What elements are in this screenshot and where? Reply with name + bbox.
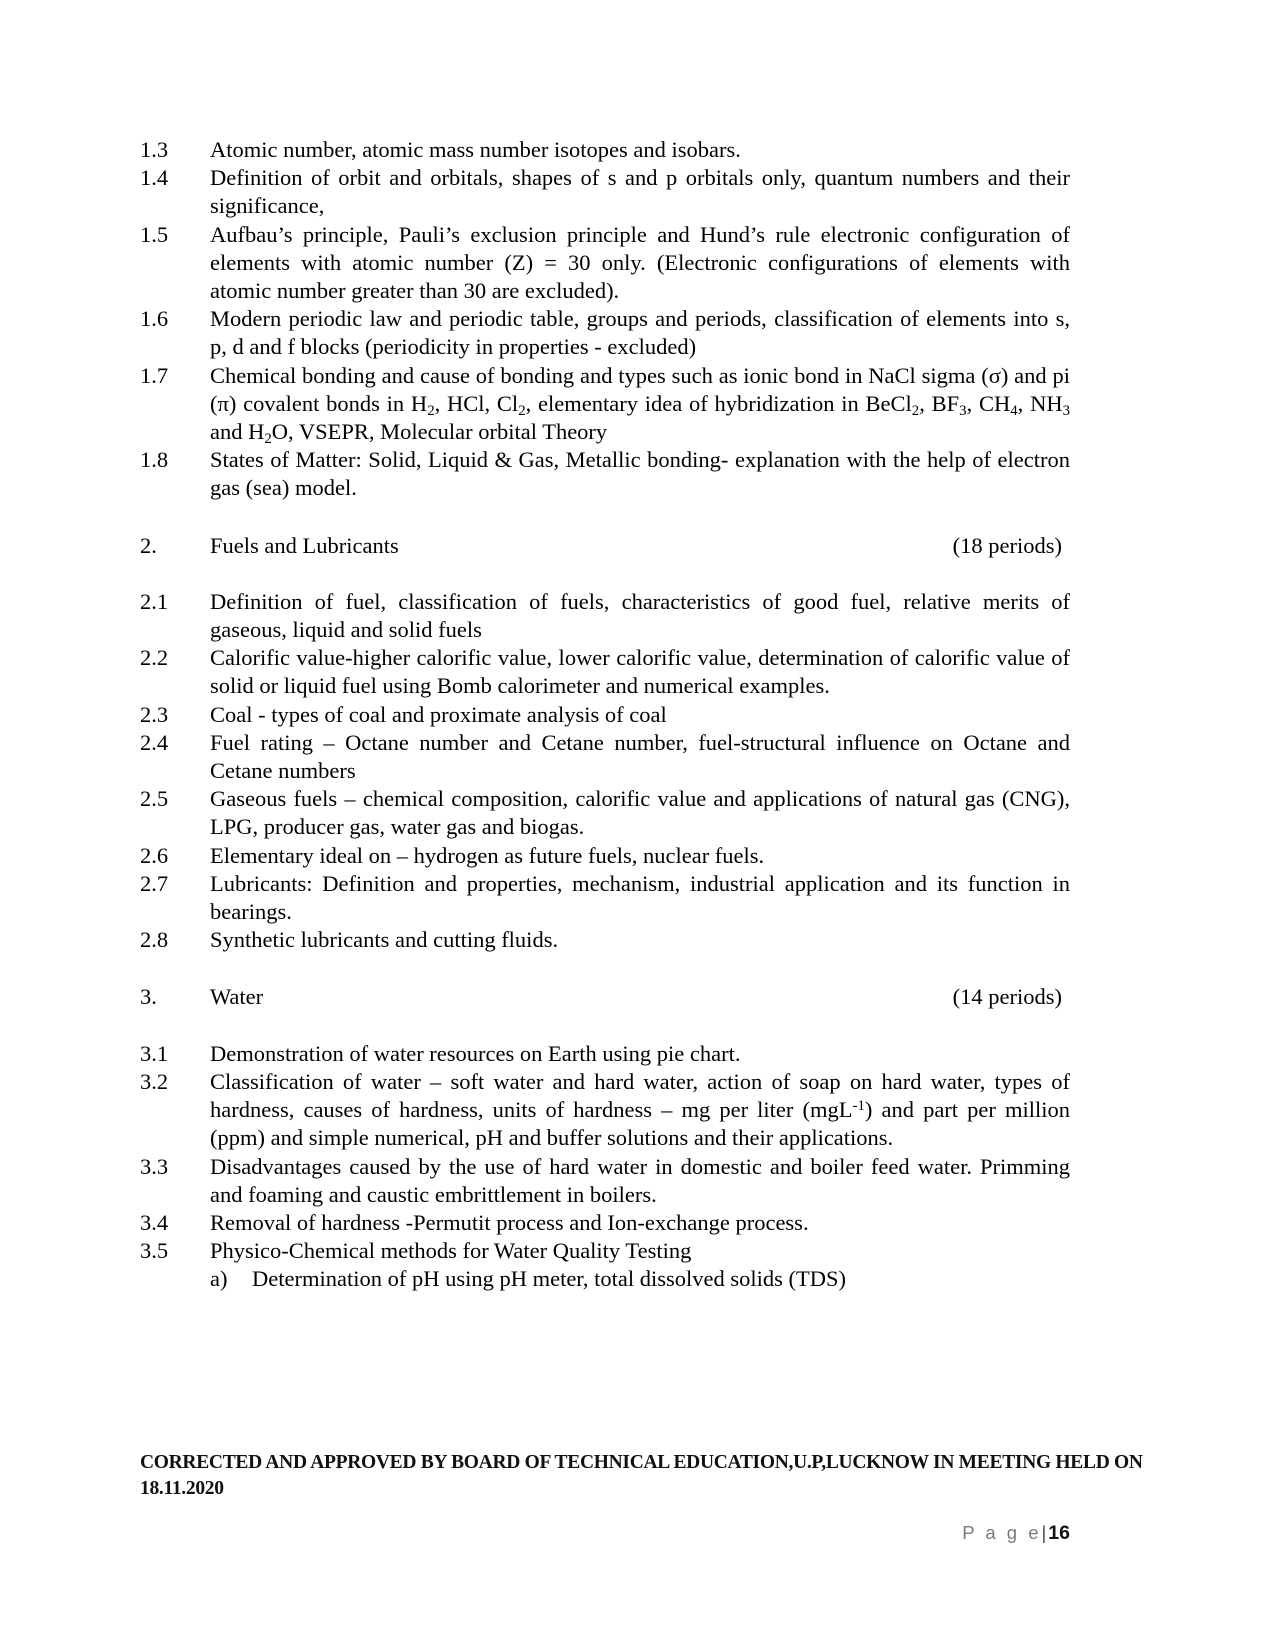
footer-approval-line: CORRECTED AND APPROVED BY BOARD OF TECHNICAL EDUCATION,U.P,LUCKNOW IN MEETING HELD ON bbox=[140, 1452, 1143, 1473]
section-heading bbox=[140, 983, 1070, 1011]
sections-list bbox=[140, 503, 1070, 1294]
syllabus-subitem-letter: a) bbox=[210, 1266, 228, 1292]
syllabus-item-number: 1.3 bbox=[140, 137, 169, 162]
syllabus-item-text: Modern periodic law and periodic table, groups and periods, classification of elements into s, p, d and f blocks (periodicity in properties - excluded) bbox=[210, 306, 1070, 360]
syllabus-item-number: 1.8 bbox=[140, 447, 169, 473]
syllabus-item-text: Demonstration of water resources on Earth using pie chart. bbox=[210, 1040, 741, 1066]
syllabus-item bbox=[140, 305, 1070, 361]
syllabus-item-text: Definition of fuel, classification of fuels, characteristics of good fuel, relative merits of gaseous, liquid and solid fuels bbox=[210, 588, 1070, 643]
syllabus-item-text: Removal of hardness -Permutit process and Ion-exchange process. bbox=[210, 1209, 809, 1235]
syllabus-item-number: 2.7 bbox=[140, 870, 169, 896]
syllabus-item bbox=[140, 1068, 1070, 1153]
syllabus-item bbox=[140, 785, 1070, 841]
page-content bbox=[140, 136, 1070, 1294]
syllabus-item-number: 2.5 bbox=[140, 786, 169, 812]
page-footer bbox=[140, 1450, 1143, 1545]
syllabus-item bbox=[140, 221, 1070, 306]
syllabus-item bbox=[140, 446, 1070, 502]
syllabus-item-number: 2.2 bbox=[140, 645, 169, 671]
section-periods: (14 periods) bbox=[952, 984, 1062, 1010]
syllabus-item bbox=[140, 701, 1070, 729]
syllabus-item-number: 1.6 bbox=[140, 306, 169, 332]
syllabus-item-number: 2.6 bbox=[140, 842, 169, 868]
section-title: Water bbox=[210, 984, 264, 1010]
syllabus-item-text: Coal - types of coal and proximate analysis of coal bbox=[210, 701, 667, 727]
syllabus-item bbox=[140, 729, 1070, 785]
syllabus-item bbox=[140, 1209, 1070, 1237]
syllabus-item-text: Disadvantages caused by the use of hard water in domestic and boiler feed water. Primming and foaming and caustic embrittlement in boilers. bbox=[210, 1153, 1070, 1207]
footer-page-indicator bbox=[140, 1522, 1070, 1545]
syllabus-item bbox=[140, 842, 1070, 870]
section-spacer bbox=[140, 1012, 1070, 1040]
syllabus-item-text: Lubricants: Definition and properties, mechanism, industrial application and its function in bearings. bbox=[210, 870, 1070, 925]
syllabus-item-text: Fuel rating – Octane number and Cetane number, fuel-structural influence on Octane and Cetane numbers bbox=[210, 729, 1070, 784]
syllabus-item-text: Synthetic lubricants and cutting fluids. bbox=[210, 927, 559, 953]
section-number: 2. bbox=[140, 532, 157, 558]
syllabus-subitem bbox=[140, 1265, 1070, 1293]
syllabus-item-text: Definition of orbit and orbitals, shapes of s and p orbitals only, quantum numbers and their significance, bbox=[210, 165, 1070, 219]
syllabus-item bbox=[140, 588, 1070, 644]
section-title: Fuels and Lubricants bbox=[210, 532, 399, 558]
syllabus-item bbox=[140, 644, 1070, 700]
syllabus-item bbox=[140, 164, 1070, 220]
syllabus-item-text: Chemical bonding and cause of bonding and types such as ionic bond in NaCl sigma (σ) and pi (π) covalent bonds in $H_2$, HCl, $Cl_2$, elementary idea of hybridization in BeCl$_2$, $BF_3$, $CH_4$, $NH_3$ and $H_2O$, VSEPR, Molecular orbital Theory bbox=[210, 362, 1070, 448]
footer-page-number: 16 bbox=[1048, 1522, 1070, 1544]
section-spacer bbox=[140, 503, 1070, 532]
section-periods: (18 periods) bbox=[952, 532, 1062, 558]
section-spacer bbox=[140, 560, 1070, 588]
syllabus-item bbox=[140, 870, 1070, 926]
syllabus-item-number: 1.5 bbox=[140, 221, 169, 247]
section-spacer bbox=[140, 954, 1070, 983]
syllabus-item-number: 2.1 bbox=[140, 588, 169, 614]
syllabus-item-text: Physico-Chemical methods for Water Quality Testing bbox=[210, 1238, 692, 1264]
section-number: 3. bbox=[140, 984, 157, 1010]
syllabus-item-number: 2.4 bbox=[140, 729, 169, 755]
syllabus-item-number: 2.8 bbox=[140, 927, 169, 953]
syllabus-item bbox=[140, 1237, 1070, 1265]
syllabus-item bbox=[140, 362, 1070, 447]
syllabus-item-number: 3.3 bbox=[140, 1153, 169, 1179]
syllabus-item-text: Calorific value-higher calorific value, lower calorific value, determination of calorific value of solid or liquid fuel using Bomb calorimeter and numerical examples. bbox=[210, 645, 1070, 699]
syllabus-subitem-text: Determination of pH using pH meter, total dissolved solids (TDS) bbox=[252, 1266, 847, 1292]
syllabus-item-text: Gaseous fuels – chemical composition, calorific value and applications of natural gas (CNG), LPG, producer gas, water gas and biogas. bbox=[210, 786, 1070, 840]
syllabus-item bbox=[140, 926, 1070, 954]
footer-date-line: 18.11.2020 bbox=[140, 1478, 224, 1499]
continued-items-list bbox=[140, 136, 1070, 503]
syllabus-item-number: 3.5 bbox=[140, 1238, 169, 1264]
syllabus-item-number: 1.7 bbox=[140, 362, 169, 388]
syllabus-item-number: 3.2 bbox=[140, 1068, 169, 1094]
syllabus-item-number: 3.4 bbox=[140, 1209, 169, 1235]
syllabus-item-text: Aufbau’s principle, Pauli’s exclusion principle and Hund’s rule electronic configuration of elements with atomic number (Z) = 30 only. (Electronic configurations of elements with atomic number greater than 30 are excluded). bbox=[210, 221, 1070, 304]
syllabus-item bbox=[140, 1153, 1070, 1209]
syllabus-item-text: States of Matter: Solid, Liquid & Gas, Metallic bonding- explanation with the help of electron gas (sea) model. bbox=[210, 447, 1070, 501]
syllabus-item-text: Elementary ideal on – hydrogen as future fuels, nuclear fuels. bbox=[210, 842, 765, 868]
syllabus-item bbox=[140, 1040, 1070, 1068]
footer-page-separator: | bbox=[1041, 1522, 1047, 1543]
section-heading bbox=[140, 532, 1070, 560]
syllabus-item-number: 3.1 bbox=[140, 1040, 169, 1066]
syllabus-item-number: 1.4 bbox=[140, 165, 169, 191]
syllabus-item bbox=[140, 136, 1070, 164]
syllabus-item-text: Atomic number, atomic mass number isotopes and isobars. bbox=[210, 137, 741, 162]
syllabus-item-number: 2.3 bbox=[140, 701, 169, 727]
footer-page-label: P a g e bbox=[962, 1522, 1042, 1543]
syllabus-item-text: Classification of water – soft water and hard water, action of soap on hard water, types of hardness, causes of hardness, units of hardness – mg per liter (mgL$^{-1}$) and part per million (ppm) and simple numerical, pH and buffer solutions and their applications. bbox=[210, 1068, 1070, 1151]
